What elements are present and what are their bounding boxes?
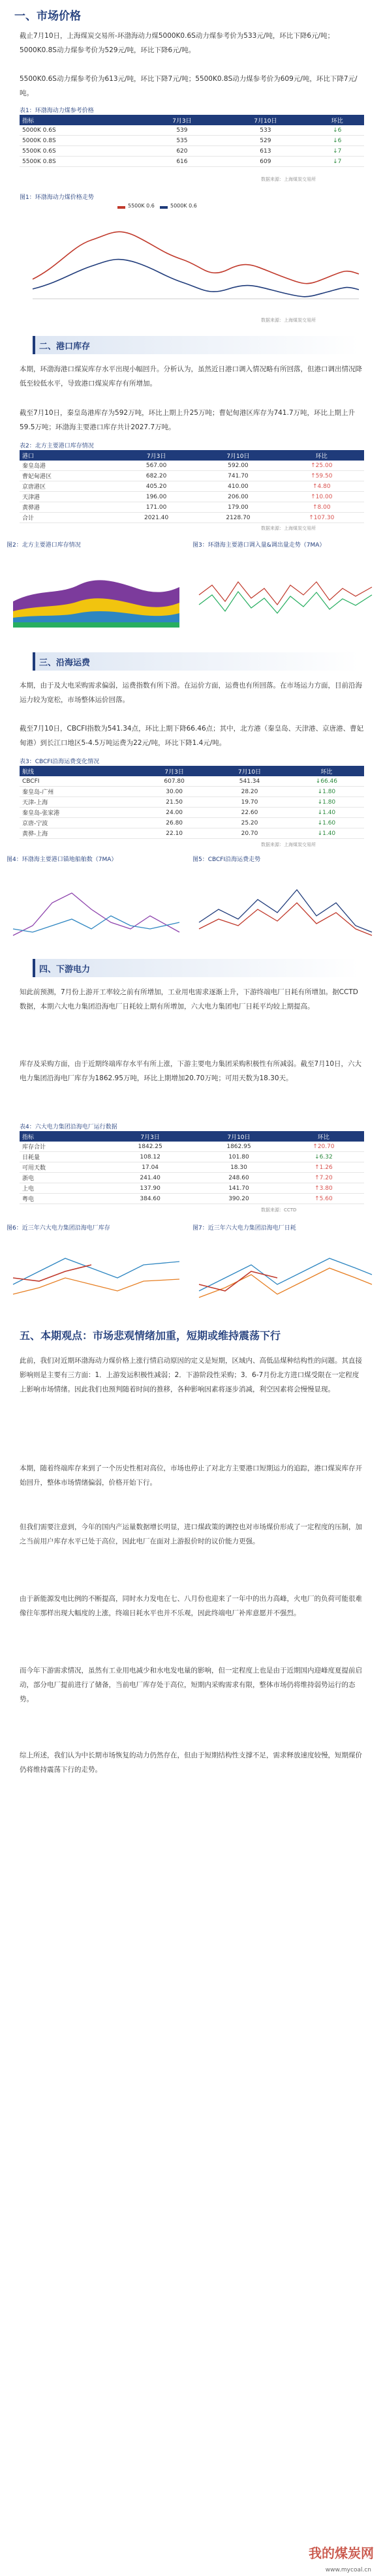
freight-chart (192, 864, 378, 948)
table-cell: 合计 (20, 513, 115, 523)
table-row (20, 492, 364, 502)
table-cell: 17.04 (106, 1162, 194, 1173)
section-title-market-price: 一、市场价格 (14, 10, 81, 23)
table-row (20, 797, 364, 808)
table-row (20, 787, 364, 797)
table-row (20, 1183, 364, 1194)
table-cell: ↓1.40 (289, 808, 364, 818)
port-flow-chart (192, 549, 378, 637)
table-cell: 533 (221, 125, 310, 136)
table-cell: ↑20.70 (283, 1142, 364, 1152)
paragraph: 5500K0.6S动力煤参考价为613元/吨，环比下降7元/吨；5500K0.8S动力煤参考价为609元/吨，环比下降7元/吨。 (20, 75, 358, 97)
table-header: 7月10日 (221, 115, 310, 125)
table-row (20, 1152, 364, 1162)
table-cell: 2128.70 (197, 513, 279, 523)
paragraph: 但我们需要注意到，今年的国内产运量数据增长明显，进口煤政策的调控也对市场煤价形成了一定程度的压制，加之当前用户库存水平已处于高位，因此电厂在面对上游报价时的议价能力更强。 (20, 1523, 362, 1545)
table-cell: 28.20 (210, 787, 288, 797)
section-title-outlook: 五、本期观点：市场悲观情绪加重，短期或维持震荡下行 (20, 1329, 281, 1342)
chart-source: 数据来源：上海煤炭交易所 (261, 318, 316, 323)
chart-title: 图1：环渤海动力煤价格走势 (20, 194, 94, 201)
table-cell: 179.00 (197, 502, 279, 513)
section-title-freight: 三、沿海运费 (39, 658, 91, 668)
table-row (20, 1173, 364, 1183)
table-cell: 592.00 (197, 461, 279, 471)
table-cell: ↓6 (310, 136, 364, 146)
table-title: 表3：CBCFI沿海运费变化情况 (20, 759, 100, 765)
table-cell: 682.20 (115, 471, 197, 481)
paragraph: 而今年下游需求情况，虽然有工业用电减少和水电发电量的影响，但一定程度上也是由于近期国内迎峰度夏提前启动，部分电厂提前进行了储备，当前电厂库存处于高位，短期内采购需求有限，整体市场仍将维持弱势运行的态势。 (20, 1667, 362, 1703)
anchorage-chart (7, 864, 186, 948)
port-flow-svg (192, 549, 378, 637)
table-row (20, 513, 364, 523)
watermark-url: www.mycoal.cn (325, 2567, 371, 2573)
table-header: 7月3日 (138, 766, 210, 776)
table-cell: 库存合计 (20, 1142, 106, 1152)
table-row (20, 136, 364, 146)
table-row (20, 125, 364, 136)
table-cell: 京唐港区 (20, 481, 115, 492)
table-cell: 384.60 (106, 1194, 194, 1204)
table-cell: ↓1.60 (289, 818, 364, 828)
table-cell: ↑3.80 (283, 1183, 364, 1194)
table-cell: 可用天数 (20, 1162, 106, 1173)
table-header: 7月3日 (115, 450, 197, 461)
table-cell: 539 (143, 125, 221, 136)
table-cell: 黄骅-上海 (20, 828, 138, 839)
table-row (20, 776, 364, 787)
table-row (20, 808, 364, 818)
table-cell: 20.70 (210, 828, 288, 839)
section-banner (33, 652, 359, 671)
table-header: 港口 (20, 450, 115, 461)
table-cell: 粤电 (20, 1194, 106, 1204)
table-cell: 日耗量 (20, 1152, 106, 1162)
table-row (20, 471, 364, 481)
table-cell: 上电 (20, 1183, 106, 1194)
table-cell: 22.60 (210, 808, 288, 818)
table-cell: ↑1.26 (283, 1162, 364, 1173)
table-cell: 137.90 (106, 1183, 194, 1194)
chart-title: 图2：北方主要港口库存情况 (7, 542, 81, 549)
power-stock-chart (7, 1232, 186, 1314)
table-row (20, 461, 364, 471)
price-trend-chart (20, 201, 364, 315)
table-cell: 196.00 (115, 492, 197, 502)
table-cell: ↓1.80 (289, 787, 364, 797)
chart-title: 图4：环渤海主要港口锚地船舶数（7MA） (7, 856, 117, 863)
table-cell: 206.00 (197, 492, 279, 502)
table-cell: ↓1.80 (289, 797, 364, 808)
port-stock-chart (7, 549, 186, 637)
table-cell: ↓1.40 (289, 828, 364, 839)
paragraph: 库存及采购方面，由于近期终端库存水平有所上涨，下游主要电力集团采购积极性有所减弱。截至7月10日，六大电力集团沿海电厂库存为1862.95万吨，环比上期增加20.70万吨；可用天数为18.30天。 (20, 1060, 362, 1082)
table-cell: 141.70 (194, 1183, 283, 1194)
table-row (20, 1194, 364, 1204)
table-cell: 26.80 (138, 818, 210, 828)
table-row (20, 157, 364, 167)
table-cell: 19.70 (210, 797, 288, 808)
table-row (20, 1142, 364, 1152)
paragraph: 知此前预测，7月份上游开工率较之前有所增加，工业用电需求逐渐上升，下游终端电厂日耗有所增加。据CCTD数据，本期六大电力集团沿海电厂日耗较上期有所增加，六大电力集团电厂日耗平均较上期提高。 (20, 988, 358, 1010)
table-cell: 741.70 (197, 471, 279, 481)
table-cell: ↓66.46 (289, 776, 364, 787)
table-cell: 620 (143, 146, 221, 157)
watermark (267, 2538, 378, 2573)
table-cell: ↑59.50 (279, 471, 364, 481)
table-row (20, 481, 364, 492)
table-title: 表1：环渤海动力煤参考价格 (20, 108, 94, 114)
chart-title: 图7：近三年六大电力集团沿海电厂日耗 (192, 1225, 296, 1232)
paragraph: 本期，随着终端库存来到了一个历史性相对高位，市场也停止了对北方主要港口短期运力的追踪，港口煤炭库存开始回升，整体市场情绪偏弱，价格开始下行。 (20, 1464, 362, 1487)
paragraph: 本期，由于及大电采购需求偏弱，运费指数有所下滑。在运价方面，运费也有所回落。在市场运力方面，目前沿海运力较为宽松，市场整体运价回落。 (20, 682, 362, 704)
table-cell: 5000K 0.8S (20, 136, 143, 146)
power-table (20, 1131, 364, 1204)
table-source: 数据来源：CCTD (261, 1207, 297, 1213)
table-cell: 21.50 (138, 797, 210, 808)
paragraph: 此前，我们对近期环渤海动力煤价格上涨行情启动原因的定义是短期，区域内、高低品煤种结构性的问题。其直接影响则是主要有三方面：1．上游发运积极性减弱；2．下游阶段性采购；3．6-7月份北方进口煤受限在一定程度上影响市场情绪。因此我们也预判随着时间的推移，各种影响因素将逐步消减，利空因素将会慢慢显现。 (20, 1357, 362, 1393)
table-cell: 108.12 (106, 1152, 194, 1162)
table-source: 数据来源：上海煤炭交易所 (261, 526, 316, 531)
table-cell: 1842.25 (106, 1142, 194, 1152)
table-cell: 410.00 (197, 481, 279, 492)
table-cell: ↓6.32 (283, 1152, 364, 1162)
table-title: 表4：六大电力集团沿海电厂运行数据 (20, 1124, 117, 1130)
table-cell: 241.40 (106, 1173, 194, 1183)
table-cell: 535 (143, 136, 221, 146)
table-cell: 390.20 (194, 1194, 283, 1204)
table-cell: 609 (221, 157, 310, 167)
table-cell: 24.00 (138, 808, 210, 818)
table-cell: ↑7.20 (283, 1173, 364, 1183)
table-source: 数据来源：上海煤炭交易所 (261, 177, 316, 182)
table-row (20, 828, 364, 839)
table-cell: 黄骅港 (20, 502, 115, 513)
table-cell: 25.20 (210, 818, 288, 828)
chart-title: 图5：CBCFI沿海运费走势 (192, 856, 261, 863)
table-cell: 5000K 0.6S (20, 125, 143, 136)
table-cell: 浙电 (20, 1173, 106, 1183)
table-header: 7月10日 (197, 450, 279, 461)
freight-table (20, 766, 364, 839)
chart-title: 图3：环渤海主要港口调入量&调出量走势（7MA） (192, 542, 326, 549)
anchorage-svg (7, 864, 186, 948)
table-title: 表2：北方主要港口库存情况 (20, 443, 94, 449)
table-cell: 607.80 (138, 776, 210, 787)
table-cell: 171.00 (115, 502, 197, 513)
table-header: 指标 (20, 115, 143, 125)
section-banner (33, 959, 359, 977)
paragraph: 截至7月10日，CBCFI指数为541.34点，环比上期下降66.46点；其中，北方港（秦皇岛、天津港、京唐港、曹妃甸港）到长江口地区5-4.5万吨运费为22元/吨，环比下降1.4元/吨。 (20, 725, 364, 747)
chart-title: 图6：近三年六大电力集团沿海电厂库存 (7, 1225, 110, 1232)
table-cell: 405.20 (115, 481, 197, 492)
table-cell: 天津港 (20, 492, 115, 502)
power-stock-svg (7, 1232, 186, 1314)
table-cell: 616 (143, 157, 221, 167)
legend-item: 5000K 0.6 (170, 203, 197, 209)
table-cell: 1862.95 (194, 1142, 283, 1152)
price-table (20, 115, 364, 167)
table-row (20, 502, 364, 513)
section-banner (33, 336, 359, 354)
table-cell: 22.10 (138, 828, 210, 839)
table-cell: ↑8.00 (279, 502, 364, 513)
table-row (20, 1162, 364, 1173)
table-cell: ↓6 (310, 125, 364, 136)
paragraph: 截止7月10日，上海煤炭交易所-环渤海动力煤5000K0.6S动力煤参考价为533元/吨，环比下降6元/吨；5000K0.8S动力煤参考价为529元/吨，环比下降6元/吨。 (20, 32, 335, 54)
table-cell: 18.30 (194, 1162, 283, 1173)
table-cell: ↑25.00 (279, 461, 364, 471)
table-header: 7月3日 (106, 1131, 194, 1142)
table-header: 环比 (283, 1131, 364, 1142)
table-cell: 秦皇岛-广州 (20, 787, 138, 797)
table-cell: 秦皇岛港 (20, 461, 115, 471)
section-title-power: 四、下游电力 (39, 965, 91, 975)
table-source: 数据来源：上海煤炭交易所 (261, 842, 316, 847)
legend-item: 5500K 0.6 (128, 203, 155, 209)
table-header: 环比 (279, 450, 364, 461)
table-cell: 567.00 (115, 461, 197, 471)
paragraph: 综上所述，我们认为中长期市场恢复的动力仍然存在，但由于短期结构性支撑不足，需求释放速度较慢，短期煤价仍将维持震荡下行的走势。 (20, 1751, 362, 1774)
price-trend-svg (20, 201, 364, 315)
table-cell: 101.80 (194, 1152, 283, 1162)
table-cell: ↑4.80 (279, 481, 364, 492)
table-header: 7月10日 (194, 1131, 283, 1142)
section-title-port-inventory: 二、港口库存 (39, 342, 91, 352)
table-header: 7月10日 (210, 766, 288, 776)
table-cell: ↑107.30 (279, 513, 364, 523)
table-cell: 30.00 (138, 787, 210, 797)
paragraph: 由于新能源发电比例的不断提高，同时水力发电在七、八月份也迎来了一年中的出力高峰，火电厂的负荷可能很难像往年那样出现大幅度的上涨，终端日耗水平也并不乐观，因此终端电厂补库意愿并不强烈。 (20, 1595, 362, 1617)
table-header: 航线 (20, 766, 138, 776)
table-cell: 5500K 0.6S (20, 146, 143, 157)
table-cell: 秦皇岛-张家港 (20, 808, 138, 818)
table-cell: 曹妃甸港区 (20, 471, 115, 481)
table-header: 环比 (289, 766, 364, 776)
table-cell: ↑10.00 (279, 492, 364, 502)
table-header: 7月3日 (143, 115, 221, 125)
table-cell: ↓7 (310, 146, 364, 157)
table-cell: 5500K 0.8S (20, 157, 143, 167)
paragraph: 本期，环渤海港口煤炭库存水平出现小幅回升。分析认为，虽然近日港口调入情况略有所回落，但港口调出情况降低至较低水平，导致港口煤炭库存有所增加。 (20, 365, 362, 387)
table-row (20, 818, 364, 828)
freight-svg (192, 864, 378, 948)
table-cell: 613 (221, 146, 310, 157)
table-cell: 248.60 (194, 1173, 283, 1183)
table-header: 环比 (310, 115, 364, 125)
paragraph: 截至7月10日，秦皇岛港库存为592万吨，环比上期上升25万吨；曹妃甸港区库存为741.7万吨，环比上期上升59.5万吨；环渤海主要港口库存共计2027.7万吨。 (20, 409, 356, 431)
power-consumption-svg (192, 1232, 378, 1314)
watermark-brand: 我的煤炭网 (309, 2545, 374, 2561)
table-cell: ↓7 (310, 157, 364, 167)
table-cell: 529 (221, 136, 310, 146)
table-row (20, 146, 364, 157)
table-cell: 天津-上海 (20, 797, 138, 808)
table-cell: 2021.40 (115, 513, 197, 523)
table-cell: 541.34 (210, 776, 288, 787)
port-stock-svg (7, 549, 186, 637)
table-cell: 京唐-宁波 (20, 818, 138, 828)
table-cell: ↑5.60 (283, 1194, 364, 1204)
power-consumption-chart (192, 1232, 378, 1314)
table-cell: CBCFI (20, 776, 138, 787)
port-inventory-table (20, 450, 364, 523)
table-header: 指标 (20, 1131, 106, 1142)
